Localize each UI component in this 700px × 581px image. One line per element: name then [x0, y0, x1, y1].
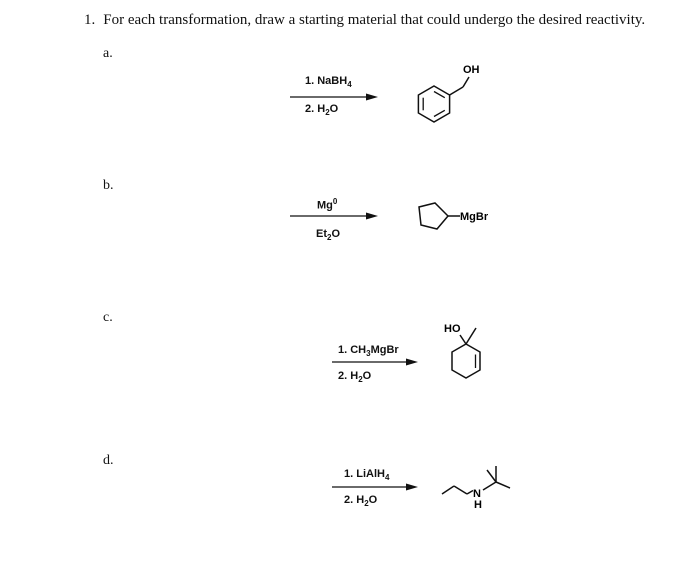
part-a-reagent-top: 1. NaBH$_4$ — [305, 75, 352, 90]
part-a-oh-label: OH — [463, 64, 480, 76]
part-d-reagent-top: 1. LiAlH$_4$ — [344, 468, 390, 483]
part-d-n-label: N — [473, 488, 481, 500]
part-a-reagent-bottom: 2. $H_2O$ — [305, 103, 339, 118]
part-c-reagent-bottom: 2. $H_2O$ — [338, 370, 372, 385]
part-c-ho-label: HO — [444, 323, 461, 335]
part-b-mgbr-label: MgBr — [460, 211, 489, 223]
part-b-reaction-arrow — [290, 211, 380, 221]
question-prompt — [84, 12, 645, 29]
part-a-reaction-arrow — [290, 92, 380, 102]
part-d-label: d. — [103, 453, 114, 468]
part-c-product-methylcyclohexenol — [430, 318, 510, 393]
part-b-product-cyclopentyl-grignard — [410, 195, 510, 240]
part-b-reagent-bottom: $Et_2O$ — [316, 228, 341, 243]
part-c-label: c. — [103, 310, 113, 325]
part-d-reagent-bottom: 2. $H_2O$ — [344, 494, 378, 509]
question-number: 1. — [84, 12, 96, 28]
part-d-product-amine — [440, 462, 530, 522]
part-b-label: b. — [103, 178, 114, 193]
part-c-reaction-arrow — [332, 357, 422, 367]
part-d-h-label: H — [474, 499, 482, 511]
part-a-product-benzyl-alcohol — [405, 55, 495, 135]
question-text: For each transformation, draw a starting material that could undergo the desired reactivity. — [103, 12, 646, 28]
part-a-label: a. — [103, 46, 113, 61]
part-d-reaction-arrow — [332, 482, 422, 492]
part-c-reagent-top: 1. $CH_3MgBr$ — [338, 344, 399, 359]
part-b-reagent-top: Mg$^0$ — [317, 197, 338, 212]
